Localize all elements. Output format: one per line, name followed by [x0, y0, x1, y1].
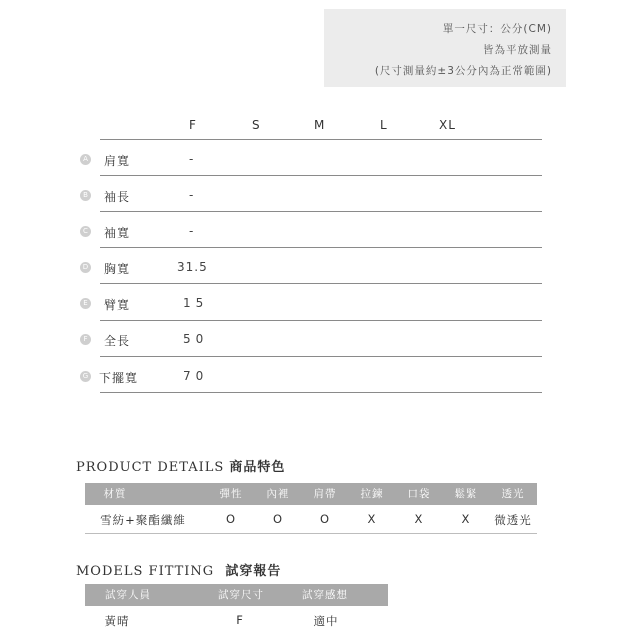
product-details-title-en: PRODUCT DETAILS	[76, 460, 225, 475]
row-badge-d: D	[80, 262, 91, 273]
product-value-material: 雪紡+聚酯纖維	[100, 513, 186, 527]
table-divider	[100, 283, 542, 284]
row-label-arm: 臂寬	[104, 298, 131, 312]
product-value-zipper: X	[367, 512, 377, 526]
note-flat-measure: 皆為平放測量	[483, 44, 552, 56]
models-value-size: F	[236, 613, 244, 627]
product-header-strap: 肩帶	[313, 488, 337, 500]
row-badge-e: E	[80, 298, 91, 309]
row-badge-g: G	[80, 371, 91, 382]
row-value-shoulder: -	[189, 152, 197, 166]
product-value-lining: O	[272, 512, 284, 526]
product-header-sheerness: 透光	[501, 488, 525, 500]
product-value-pocket: X	[414, 512, 424, 526]
row-badge-a: A	[80, 154, 91, 165]
table-divider	[100, 356, 542, 357]
row-label-length: 全長	[104, 334, 131, 348]
product-header-bar	[85, 483, 537, 505]
product-header-material: 材質	[103, 488, 127, 500]
measurement-note-box	[324, 9, 566, 87]
models-fitting-title-en: MODELS FITTING	[76, 564, 215, 579]
models-fitting-title-cn: 試穿報告	[225, 564, 282, 579]
size-header-xl: XL	[439, 118, 456, 132]
product-header-pocket: 口袋	[407, 488, 431, 500]
size-header-f: F	[189, 118, 197, 132]
note-tolerance: (尺寸測量約±3公分內為正常範圍)	[374, 65, 552, 77]
row-badge-b: B	[80, 190, 91, 201]
size-header-l: L	[380, 118, 388, 132]
row-label-shoulder: 肩寬	[104, 154, 131, 168]
product-value-strap: O	[319, 512, 331, 526]
product-details-title-cn: 商品特色	[229, 460, 286, 475]
row-badge-f: F	[80, 334, 91, 345]
product-value-waistband: X	[461, 512, 471, 526]
row-badge-c: C	[80, 226, 91, 237]
table-divider	[100, 175, 542, 176]
models-header-bar	[85, 584, 388, 606]
row-label-chest: 胸寬	[104, 262, 131, 276]
models-header-feedback: 試穿感想	[302, 589, 348, 601]
product-header-zipper: 拉鍊	[360, 488, 384, 500]
table-divider	[100, 139, 542, 140]
models-header-person: 試穿人員	[105, 589, 151, 601]
row-value-arm: 15	[183, 296, 209, 310]
models-header-size: 試穿尺寸	[218, 589, 264, 601]
product-table-divider	[85, 533, 537, 534]
product-value-sheerness: 微透光	[494, 513, 532, 527]
product-header-lining: 內裡	[266, 488, 290, 500]
size-header-m: M	[314, 118, 326, 132]
row-value-length: 50	[183, 332, 209, 346]
table-divider	[100, 392, 542, 393]
size-header-s: S	[252, 118, 261, 132]
product-details-heading	[76, 456, 285, 475]
row-value-hem: 70	[183, 369, 209, 383]
row-value-chest: 31.5	[177, 260, 208, 274]
row-value-sleeve-width: -	[189, 224, 197, 238]
table-divider	[100, 247, 542, 248]
row-label-sleeve-length: 袖長	[104, 190, 131, 204]
models-fitting-heading	[76, 560, 281, 579]
product-header-elasticity: 彈性	[219, 488, 243, 500]
models-value-person: 黃晴	[104, 614, 130, 628]
models-value-feedback: 適中	[313, 614, 339, 628]
table-divider	[100, 211, 542, 212]
product-value-elasticity: O	[225, 512, 237, 526]
note-unit: 單一尺寸：公分(CM)	[442, 23, 552, 35]
product-header-waistband: 鬆緊	[454, 488, 478, 500]
row-label-sleeve-width: 袖寬	[104, 226, 131, 240]
row-value-sleeve-length: -	[189, 188, 197, 202]
table-divider	[100, 320, 542, 321]
row-label-hem: 下擺寬	[99, 371, 139, 385]
